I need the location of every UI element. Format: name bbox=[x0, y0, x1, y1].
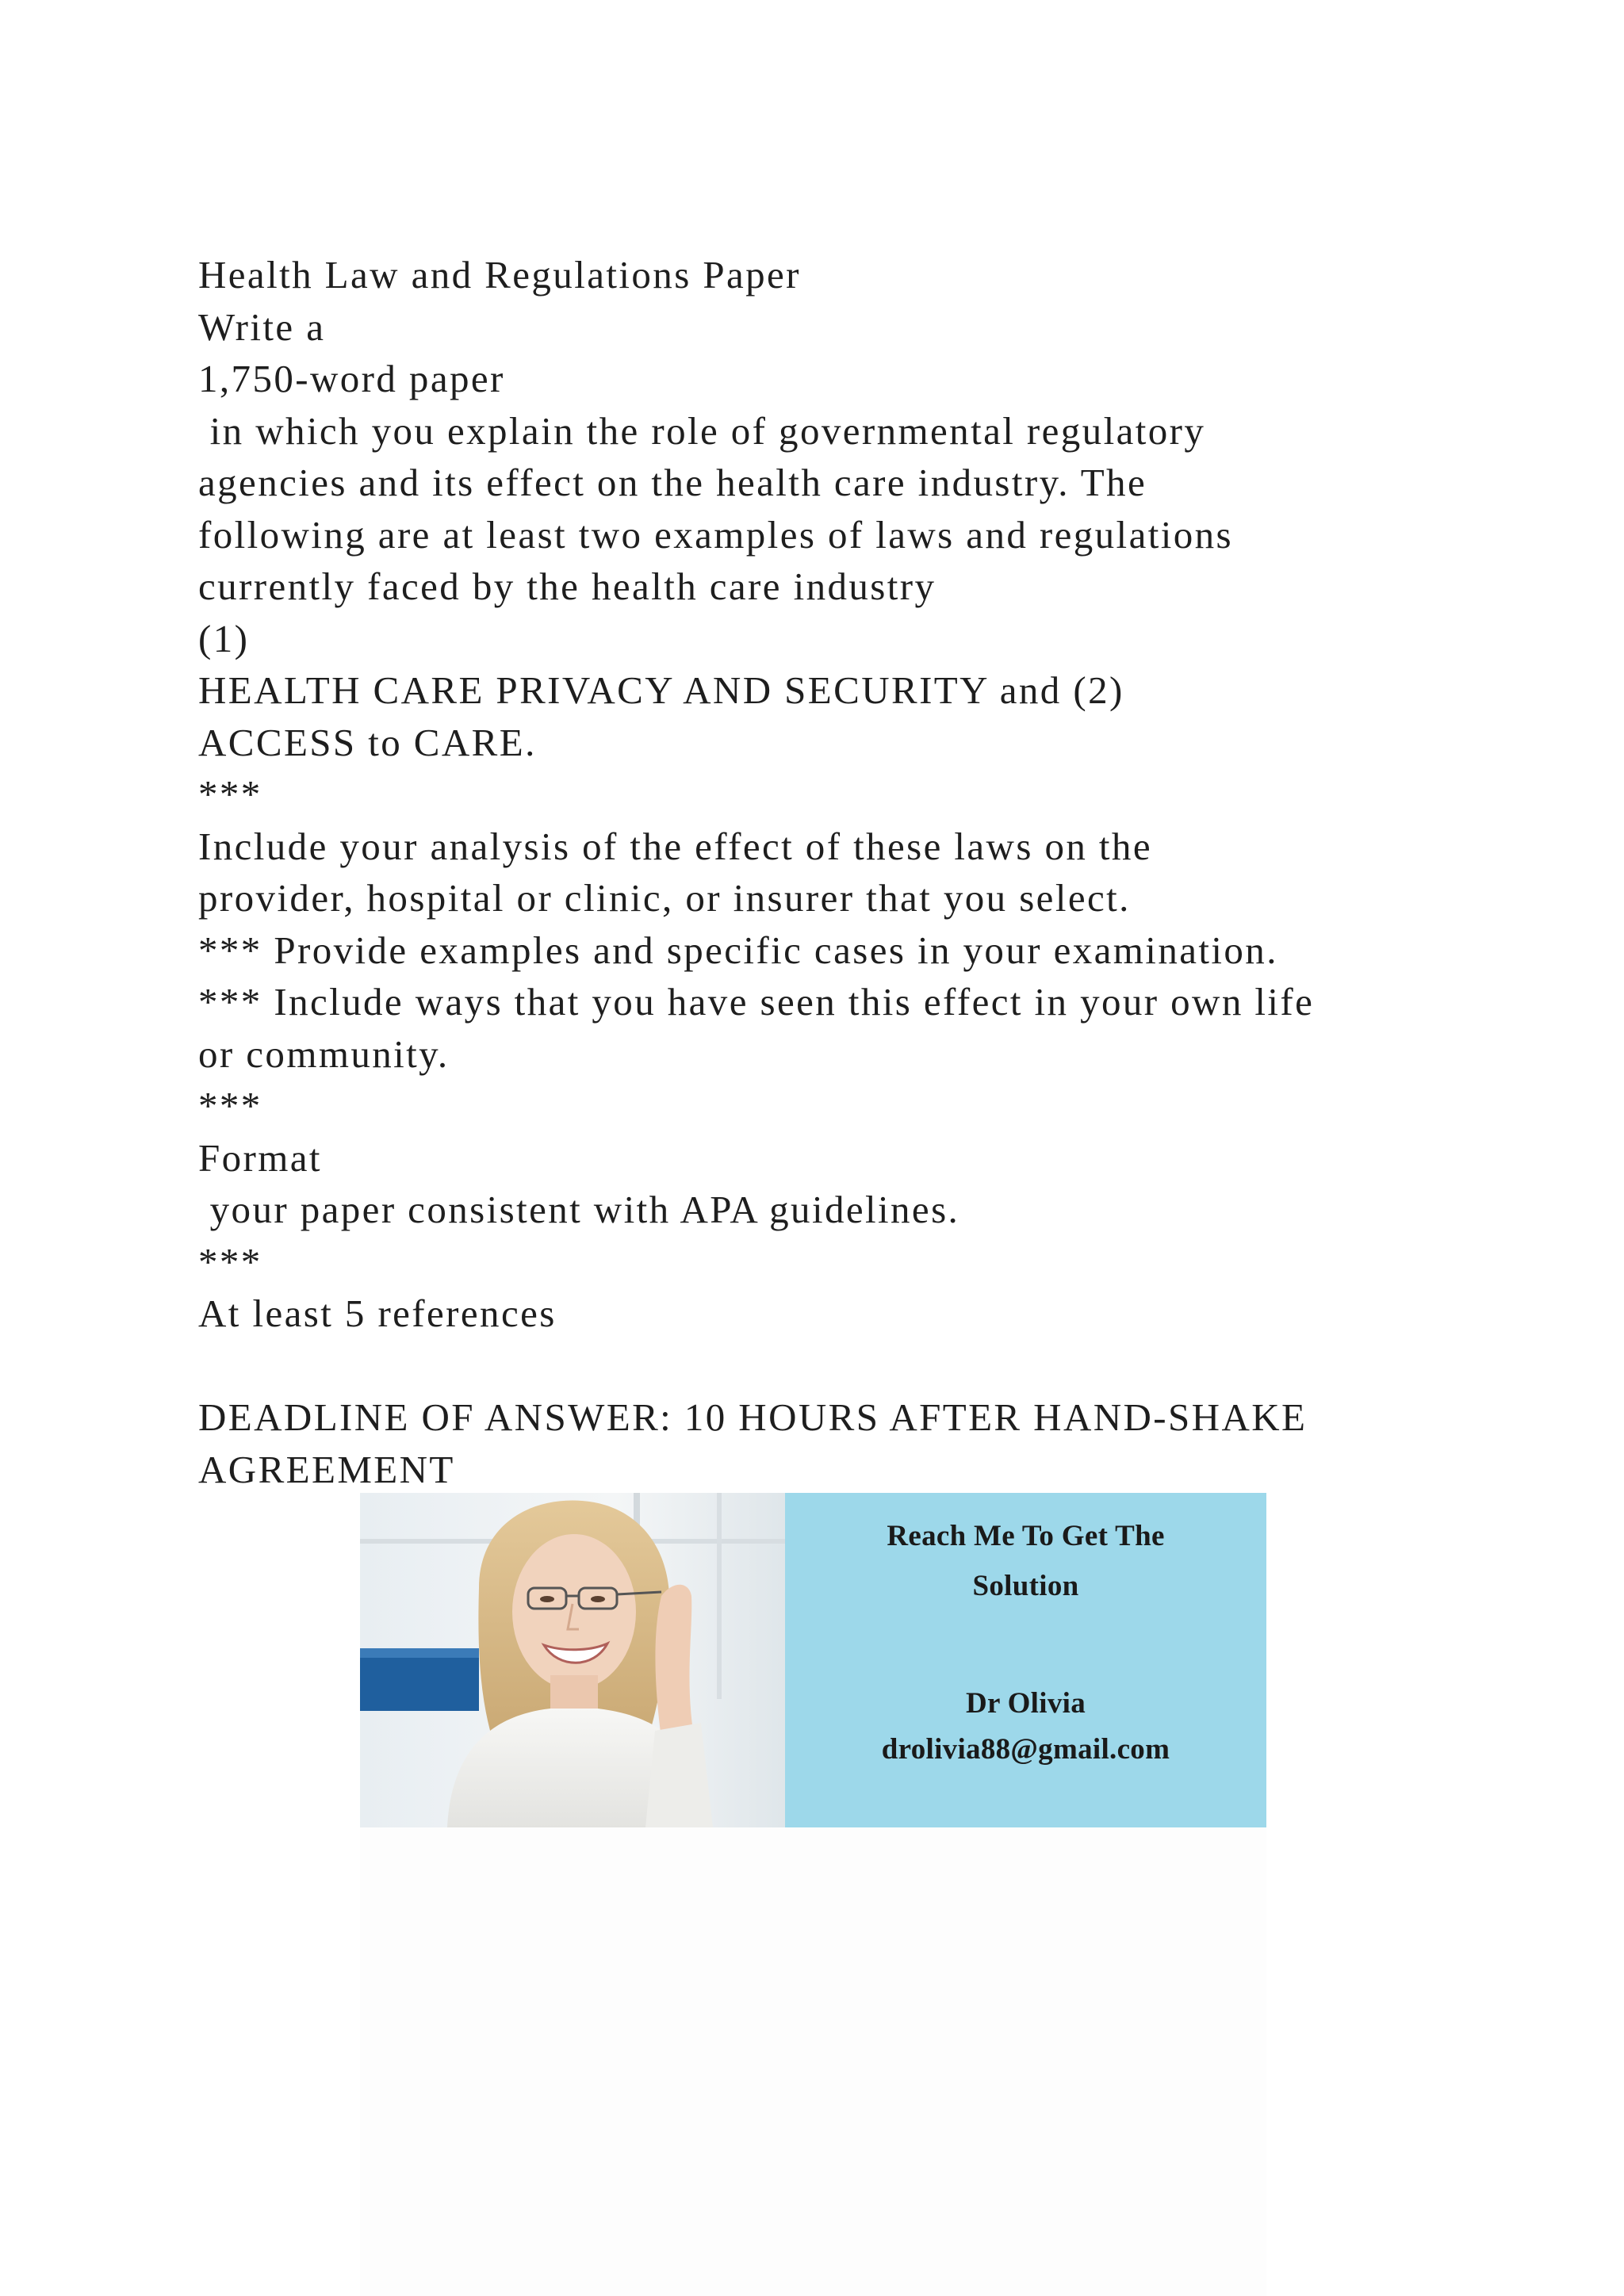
text-line: *** Provide examples and specific cases in your examination. bbox=[198, 928, 1278, 972]
text-line: currently faced by the health care industry bbox=[198, 564, 936, 608]
text-line: or community. bbox=[198, 1031, 450, 1076]
document-title: Health Law and Regulations Paper bbox=[198, 253, 801, 297]
text-line: Format bbox=[198, 1135, 322, 1180]
text-line: following are at least two examples of laws and regulations bbox=[198, 512, 1234, 557]
text-line: provider, hospital or clinic, or insurer that you select. bbox=[198, 876, 1131, 920]
text-line: 1,750-word paper bbox=[198, 357, 505, 400]
text-line: Include your analysis of the effect of these laws on the bbox=[198, 824, 1152, 868]
blank-line bbox=[198, 1340, 1546, 1392]
banner-headline: Reach Me To Get The bbox=[887, 1520, 1165, 1552]
text-line: At least 5 references bbox=[198, 1292, 557, 1335]
separator-line: *** bbox=[198, 1239, 262, 1284]
separator-line: *** bbox=[198, 772, 262, 816]
separator-line: *** bbox=[198, 1084, 262, 1127]
text-line: (1) bbox=[198, 616, 250, 660]
text-line: your paper consistent with APA guidelines. bbox=[198, 1188, 960, 1231]
text-line: in which you explain the role of governmental regulatory bbox=[198, 408, 1206, 453]
banner-headline-2: Solution bbox=[972, 1570, 1079, 1602]
contact-banner bbox=[360, 1493, 1266, 1827]
contact-panel bbox=[785, 1493, 1266, 1827]
text-line: Write a bbox=[198, 304, 326, 349]
woman-photo-illustration bbox=[360, 1493, 785, 1827]
document-body bbox=[198, 249, 1546, 1495]
woman-photo bbox=[360, 1493, 785, 1827]
contact-email: drolivia88@gmail.com bbox=[881, 1733, 1170, 1766]
text-line: HEALTH CARE PRIVACY AND SECURITY and (2) bbox=[198, 668, 1124, 712]
text-line: agencies and its effect on the health care industry. The bbox=[198, 461, 1147, 504]
text-line: *** Include ways that you have seen this effect in your own life bbox=[198, 980, 1315, 1024]
deadline-line: DEADLINE OF ANSWER: 10 HOURS AFTER HAND-SHAKE bbox=[198, 1395, 1308, 1439]
text-line: ACCESS to CARE. bbox=[198, 720, 537, 764]
deadline-line: AGREEMENT bbox=[198, 1447, 455, 1491]
blank-area bbox=[360, 1827, 1266, 2296]
contact-name: Dr Olivia bbox=[965, 1687, 1086, 1720]
